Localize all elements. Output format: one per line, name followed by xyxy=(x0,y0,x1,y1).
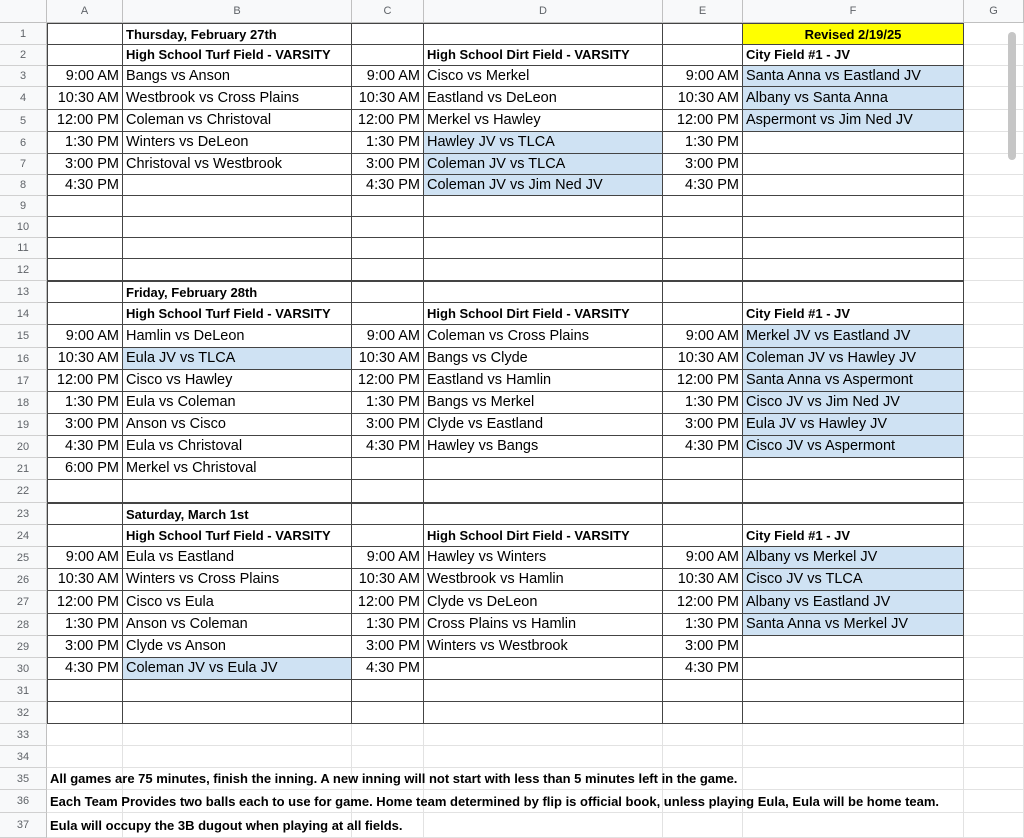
cell[interactable] xyxy=(743,702,964,724)
grid-cell[interactable] xyxy=(964,636,1024,658)
dirt-game[interactable]: Bangs vs Merkel xyxy=(424,392,663,414)
time-cell[interactable]: 3:00 PM xyxy=(352,636,424,658)
cell[interactable] xyxy=(424,217,663,238)
cell[interactable] xyxy=(663,281,743,303)
dirt-game[interactable]: Cisco vs Merkel xyxy=(424,66,663,87)
time-cell[interactable]: 3:00 PM xyxy=(663,154,743,175)
grid-cell[interactable] xyxy=(964,680,1024,702)
dirt-game[interactable]: Eastland vs Hamlin xyxy=(424,370,663,392)
cell[interactable] xyxy=(663,45,743,66)
dirt-game[interactable]: Winters vs Westbrook xyxy=(424,636,663,658)
grid-cell[interactable] xyxy=(743,768,964,790)
column-header-b[interactable]: B xyxy=(123,0,352,23)
time-cell[interactable]: 9:00 AM xyxy=(352,66,424,87)
turf-game[interactable]: Coleman JV vs Eula JV xyxy=(123,658,352,680)
row-header-27[interactable]: 27 xyxy=(0,591,47,614)
grid-cell[interactable] xyxy=(964,525,1024,547)
time-cell[interactable]: 9:00 AM xyxy=(352,547,424,569)
rule-note: Eula will occupy the 3B dugout when playing at all fields. xyxy=(50,818,403,833)
time-cell[interactable]: 12:00 PM xyxy=(352,591,424,614)
cell[interactable] xyxy=(352,259,424,281)
row-header-12[interactable]: 12 xyxy=(0,259,47,281)
row-header-5[interactable]: 5 xyxy=(0,110,47,132)
time-cell[interactable]: 12:00 PM xyxy=(663,370,743,392)
grid-cell[interactable] xyxy=(964,303,1024,325)
city-game[interactable]: Cisco JV vs Jim Ned JV xyxy=(743,392,964,414)
cell[interactable] xyxy=(663,480,743,503)
time-cell[interactable]: 3:00 PM xyxy=(47,154,123,175)
dirt-game[interactable]: Hawley vs Winters xyxy=(424,547,663,569)
grid-cell[interactable] xyxy=(964,768,1024,790)
cell[interactable] xyxy=(352,238,424,259)
turf-game[interactable]: Eula JV vs TLCA xyxy=(123,348,352,370)
turf-game[interactable]: Merkel vs Christoval xyxy=(123,458,352,480)
cell[interactable] xyxy=(424,259,663,281)
cell[interactable] xyxy=(352,458,424,480)
cell[interactable] xyxy=(123,680,352,702)
time-cell[interactable]: 4:30 PM xyxy=(47,658,123,680)
time-cell[interactable]: 12:00 PM xyxy=(47,591,123,614)
grid-cell[interactable] xyxy=(743,746,964,768)
row-header-22[interactable]: 22 xyxy=(0,480,47,503)
city-field-header[interactable]: City Field #1 - JV xyxy=(743,45,964,66)
row-header-4[interactable]: 4 xyxy=(0,87,47,110)
grid-cell[interactable] xyxy=(964,614,1024,636)
cell[interactable] xyxy=(743,217,964,238)
grid-cell[interactable] xyxy=(964,724,1024,746)
row-header-36[interactable]: 36 xyxy=(0,790,47,813)
cell[interactable] xyxy=(47,702,123,724)
column-header-e[interactable]: E xyxy=(663,0,743,23)
city-field-header[interactable]: City Field #1 - JV xyxy=(743,303,964,325)
time-cell[interactable]: 9:00 AM xyxy=(352,325,424,348)
rule-note: Each Team Provides two balls each to use for game. Home team determined by flip is official book, unless playing Eula, Eula will be home team. xyxy=(50,794,940,809)
cell[interactable] xyxy=(47,45,123,66)
time-cell[interactable]: 4:30 PM xyxy=(663,175,743,196)
time-cell[interactable]: 3:00 PM xyxy=(47,636,123,658)
cell[interactable] xyxy=(743,281,964,303)
vertical-scrollbar[interactable] xyxy=(1008,32,1016,160)
row-header-3[interactable]: 3 xyxy=(0,66,47,87)
cell[interactable] xyxy=(47,281,123,303)
grid-cell[interactable] xyxy=(424,813,663,838)
cell[interactable] xyxy=(743,680,964,702)
cell[interactable] xyxy=(424,480,663,503)
turf-game[interactable]: Cisco vs Eula xyxy=(123,591,352,614)
dirt-field-header[interactable]: High School Dirt Field - VARSITY xyxy=(424,303,663,325)
grid-cell[interactable] xyxy=(964,175,1024,196)
cell[interactable] xyxy=(743,503,964,525)
cell[interactable] xyxy=(352,281,424,303)
cell[interactable] xyxy=(352,303,424,325)
cell[interactable] xyxy=(352,196,424,217)
cell[interactable] xyxy=(424,503,663,525)
cell[interactable] xyxy=(663,259,743,281)
cell[interactable] xyxy=(663,217,743,238)
dirt-game[interactable]: Eastland vs DeLeon xyxy=(424,87,663,110)
grid-cell[interactable] xyxy=(964,436,1024,458)
dirt-game[interactable]: Cross Plains vs Hamlin xyxy=(424,614,663,636)
row-header-18[interactable]: 18 xyxy=(0,392,47,414)
cell[interactable] xyxy=(352,480,424,503)
time-cell[interactable]: 4:30 PM xyxy=(352,175,424,196)
row-header-25[interactable]: 25 xyxy=(0,547,47,569)
dirt-game[interactable]: Clyde vs DeLeon xyxy=(424,591,663,614)
time-cell[interactable]: 3:00 PM xyxy=(352,414,424,436)
time-cell[interactable]: 10:30 AM xyxy=(47,348,123,370)
cell[interactable] xyxy=(123,217,352,238)
row-header-34[interactable]: 34 xyxy=(0,746,47,768)
city-field-header[interactable]: City Field #1 - JV xyxy=(743,525,964,547)
cell[interactable] xyxy=(663,702,743,724)
row-header-14[interactable]: 14 xyxy=(0,303,47,325)
city-game[interactable]: Cisco JV vs TLCA xyxy=(743,569,964,591)
row-header-21[interactable]: 21 xyxy=(0,458,47,480)
row-header-32[interactable]: 32 xyxy=(0,702,47,724)
time-cell[interactable]: 4:30 PM xyxy=(47,175,123,196)
time-cell[interactable]: 10:30 AM xyxy=(663,348,743,370)
grid-cell[interactable] xyxy=(47,724,123,746)
turf-game[interactable]: Eula vs Coleman xyxy=(123,392,352,414)
cell[interactable] xyxy=(352,503,424,525)
grid-cell[interactable] xyxy=(964,813,1024,838)
turf-game[interactable]: Anson vs Cisco xyxy=(123,414,352,436)
grid-cell[interactable] xyxy=(743,813,964,838)
row-header-31[interactable]: 31 xyxy=(0,680,47,702)
cell[interactable] xyxy=(424,238,663,259)
grid-cell[interactable] xyxy=(964,196,1024,217)
cell[interactable] xyxy=(424,196,663,217)
city-game[interactable]: Albany vs Eastland JV xyxy=(743,591,964,614)
row-header-35[interactable]: 35 xyxy=(0,768,47,790)
turf-game[interactable]: Eula vs Christoval xyxy=(123,436,352,458)
dirt-field-header[interactable]: High School Dirt Field - VARSITY xyxy=(424,45,663,66)
grid-cell[interactable] xyxy=(964,790,1024,813)
cell[interactable] xyxy=(47,480,123,503)
time-cell[interactable]: 1:30 PM xyxy=(352,392,424,414)
row-header-8[interactable]: 8 xyxy=(0,175,47,196)
row-header-9[interactable]: 9 xyxy=(0,196,47,217)
grid-cell[interactable] xyxy=(663,724,743,746)
city-game[interactable]: Albany vs Santa Anna xyxy=(743,87,964,110)
cell[interactable] xyxy=(47,217,123,238)
column-header-d[interactable]: D xyxy=(424,0,663,23)
dirt-field-header[interactable]: High School Dirt Field - VARSITY xyxy=(424,525,663,547)
grid-cell[interactable] xyxy=(964,503,1024,525)
time-cell[interactable]: 4:30 PM xyxy=(663,658,743,680)
time-cell[interactable]: 1:30 PM xyxy=(663,392,743,414)
day-date-0[interactable]: Thursday, February 27th xyxy=(123,23,352,45)
cell[interactable] xyxy=(663,680,743,702)
row-header-1[interactable]: 1 xyxy=(0,23,47,45)
city-game[interactable]: Santa Anna vs Aspermont xyxy=(743,370,964,392)
city-game[interactable] xyxy=(743,154,964,175)
row-header-6[interactable]: 6 xyxy=(0,132,47,154)
grid-cell[interactable] xyxy=(424,724,663,746)
row-header-10[interactable]: 10 xyxy=(0,217,47,238)
time-cell[interactable]: 10:30 AM xyxy=(352,87,424,110)
time-cell[interactable]: 12:00 PM xyxy=(352,110,424,132)
turf-game[interactable]: Anson vs Coleman xyxy=(123,614,352,636)
turf-field-header[interactable]: High School Turf Field - VARSITY xyxy=(123,303,352,325)
city-game[interactable]: Cisco JV vs Aspermont xyxy=(743,436,964,458)
cell[interactable] xyxy=(47,503,123,525)
time-cell[interactable]: 9:00 AM xyxy=(47,547,123,569)
dirt-game[interactable]: Merkel vs Hawley xyxy=(424,110,663,132)
row-header-7[interactable]: 7 xyxy=(0,154,47,175)
time-cell[interactable]: 10:30 AM xyxy=(352,569,424,591)
dirt-game[interactable]: Bangs vs Clyde xyxy=(424,348,663,370)
grid-cell[interactable] xyxy=(964,348,1024,370)
time-cell[interactable]: 1:30 PM xyxy=(47,132,123,154)
dirt-game[interactable]: Coleman vs Cross Plains xyxy=(424,325,663,348)
time-cell[interactable]: 12:00 PM xyxy=(352,370,424,392)
cell[interactable] xyxy=(123,259,352,281)
grid-cell[interactable] xyxy=(964,547,1024,569)
time-cell[interactable]: 3:00 PM xyxy=(352,154,424,175)
grid-cell[interactable] xyxy=(964,458,1024,480)
time-cell[interactable]: 4:30 PM xyxy=(47,436,123,458)
grid-cell[interactable] xyxy=(964,702,1024,724)
time-cell[interactable]: 1:30 PM xyxy=(663,132,743,154)
cell[interactable] xyxy=(743,259,964,281)
grid-cell[interactable] xyxy=(424,746,663,768)
time-cell[interactable]: 6:00 PM xyxy=(47,458,123,480)
column-header-c[interactable]: C xyxy=(352,0,424,23)
time-cell[interactable]: 3:00 PM xyxy=(47,414,123,436)
cell[interactable] xyxy=(424,23,663,45)
dirt-game[interactable]: Coleman JV vs TLCA xyxy=(424,154,663,175)
row-header-29[interactable]: 29 xyxy=(0,636,47,658)
row-header-26[interactable]: 26 xyxy=(0,569,47,591)
dirt-game[interactable]: Hawley vs Bangs xyxy=(424,436,663,458)
cell[interactable] xyxy=(47,196,123,217)
grid-cell[interactable] xyxy=(964,658,1024,680)
row-header-37[interactable]: 37 xyxy=(0,813,47,838)
city-game[interactable]: Santa Anna vs Merkel JV xyxy=(743,614,964,636)
time-cell[interactable]: 9:00 AM xyxy=(47,66,123,87)
turf-game[interactable] xyxy=(123,175,352,196)
time-cell[interactable]: 4:30 PM xyxy=(663,436,743,458)
cell[interactable] xyxy=(123,238,352,259)
city-game[interactable]: Aspermont vs Jim Ned JV xyxy=(743,110,964,132)
turf-game[interactable]: Westbrook vs Cross Plains xyxy=(123,87,352,110)
time-cell[interactable]: 4:30 PM xyxy=(352,658,424,680)
time-cell[interactable]: 12:00 PM xyxy=(47,110,123,132)
grid-cell[interactable] xyxy=(964,480,1024,503)
row-header-20[interactable]: 20 xyxy=(0,436,47,458)
row-header-19[interactable]: 19 xyxy=(0,414,47,436)
city-game[interactable] xyxy=(743,132,964,154)
cell[interactable] xyxy=(663,238,743,259)
city-game[interactable]: Santa Anna vs Eastland JV xyxy=(743,66,964,87)
select-all-corner[interactable] xyxy=(0,0,47,23)
grid-cell[interactable] xyxy=(964,591,1024,614)
cell[interactable] xyxy=(352,680,424,702)
rule-note: All games are 75 minutes, finish the inning. A new inning will not start with less than 5 minutes left in the game. xyxy=(50,771,738,786)
time-cell[interactable]: 10:30 AM xyxy=(47,569,123,591)
time-cell[interactable]: 12:00 PM xyxy=(663,110,743,132)
time-cell[interactable]: 3:00 PM xyxy=(663,636,743,658)
time-cell[interactable]: 10:30 AM xyxy=(47,87,123,110)
turf-game[interactable]: Coleman vs Christoval xyxy=(123,110,352,132)
time-cell[interactable]: 1:30 PM xyxy=(663,614,743,636)
grid-cell[interactable] xyxy=(663,746,743,768)
grid-cell[interactable] xyxy=(743,724,964,746)
row-header-11[interactable]: 11 xyxy=(0,238,47,259)
cell[interactable] xyxy=(743,458,964,480)
cell[interactable] xyxy=(352,217,424,238)
turf-game[interactable]: Eula vs Eastland xyxy=(123,547,352,569)
grid-cell[interactable] xyxy=(123,724,352,746)
time-cell[interactable]: 9:00 AM xyxy=(663,325,743,348)
column-header-f[interactable]: F xyxy=(743,0,964,23)
grid-cell[interactable] xyxy=(964,746,1024,768)
time-cell[interactable]: 12:00 PM xyxy=(663,591,743,614)
cell[interactable] xyxy=(352,45,424,66)
time-cell[interactable]: 9:00 AM xyxy=(47,325,123,348)
city-game[interactable]: Albany vs Merkel JV xyxy=(743,547,964,569)
time-cell[interactable]: 3:00 PM xyxy=(663,414,743,436)
time-cell[interactable]: 1:30 PM xyxy=(47,614,123,636)
turf-field-header[interactable]: High School Turf Field - VARSITY xyxy=(123,45,352,66)
row-header-24[interactable]: 24 xyxy=(0,525,47,547)
cell[interactable] xyxy=(424,680,663,702)
time-cell[interactable]: 1:30 PM xyxy=(47,392,123,414)
cell[interactable] xyxy=(663,525,743,547)
cell[interactable] xyxy=(47,525,123,547)
row-header-23[interactable]: 23 xyxy=(0,503,47,525)
city-game[interactable]: Coleman JV vs Hawley JV xyxy=(743,348,964,370)
turf-game[interactable]: Winters vs DeLeon xyxy=(123,132,352,154)
cell[interactable] xyxy=(743,196,964,217)
time-cell[interactable]: 10:30 AM xyxy=(352,348,424,370)
cell[interactable] xyxy=(352,23,424,45)
cell[interactable] xyxy=(663,303,743,325)
grid-cell[interactable] xyxy=(123,746,352,768)
city-game[interactable] xyxy=(743,175,964,196)
turf-field-header[interactable]: High School Turf Field - VARSITY xyxy=(123,525,352,547)
grid-cell[interactable] xyxy=(47,746,123,768)
cell[interactable] xyxy=(743,238,964,259)
time-cell[interactable]: 4:30 PM xyxy=(352,436,424,458)
cell[interactable] xyxy=(123,480,352,503)
city-game[interactable]: Eula JV vs Hawley JV xyxy=(743,414,964,436)
turf-game[interactable]: Cisco vs Hawley xyxy=(123,370,352,392)
turf-game[interactable]: Christoval vs Westbrook xyxy=(123,154,352,175)
grid-cell[interactable] xyxy=(964,217,1024,238)
grid-cell[interactable] xyxy=(964,370,1024,392)
turf-game[interactable]: Bangs vs Anson xyxy=(123,66,352,87)
turf-game[interactable]: Hamlin vs DeLeon xyxy=(123,325,352,348)
row-header-15[interactable]: 15 xyxy=(0,325,47,348)
cell[interactable] xyxy=(424,702,663,724)
cell[interactable] xyxy=(424,458,663,480)
grid-cell[interactable] xyxy=(964,325,1024,348)
time-cell[interactable]: 12:00 PM xyxy=(47,370,123,392)
cell[interactable] xyxy=(352,525,424,547)
day-date-2[interactable]: Saturday, March 1st xyxy=(123,503,352,525)
column-header-g[interactable]: G xyxy=(964,0,1024,23)
cell[interactable] xyxy=(47,23,123,45)
grid-cell[interactable] xyxy=(964,569,1024,591)
cell[interactable] xyxy=(47,238,123,259)
turf-game[interactable]: Clyde vs Anson xyxy=(123,636,352,658)
column-header-a[interactable]: A xyxy=(47,0,123,23)
grid-cell[interactable] xyxy=(352,746,424,768)
cell[interactable] xyxy=(352,702,424,724)
row-header-2[interactable]: 2 xyxy=(0,45,47,66)
cell[interactable] xyxy=(663,458,743,480)
row-header-28[interactable]: 28 xyxy=(0,614,47,636)
cell[interactable] xyxy=(47,680,123,702)
row-header-13[interactable]: 13 xyxy=(0,281,47,303)
row-header-33[interactable]: 33 xyxy=(0,724,47,746)
turf-game[interactable]: Winters vs Cross Plains xyxy=(123,569,352,591)
grid-cell[interactable] xyxy=(964,238,1024,259)
cell[interactable] xyxy=(663,196,743,217)
row-header-30[interactable]: 30 xyxy=(0,658,47,680)
cell[interactable] xyxy=(663,503,743,525)
cell[interactable] xyxy=(47,303,123,325)
cell[interactable] xyxy=(663,23,743,45)
time-cell[interactable]: 1:30 PM xyxy=(352,132,424,154)
cell[interactable] xyxy=(743,480,964,503)
time-cell[interactable]: 9:00 AM xyxy=(663,66,743,87)
cell[interactable] xyxy=(424,281,663,303)
grid-cell[interactable] xyxy=(964,414,1024,436)
row-header-17[interactable]: 17 xyxy=(0,370,47,392)
grid-cell[interactable] xyxy=(352,724,424,746)
time-cell[interactable]: 1:30 PM xyxy=(352,614,424,636)
day-date-1[interactable]: Friday, February 28th xyxy=(123,281,352,303)
grid-cell[interactable] xyxy=(964,281,1024,303)
grid-cell[interactable] xyxy=(964,259,1024,281)
city-game[interactable] xyxy=(743,658,964,680)
grid-cell[interactable] xyxy=(964,392,1024,414)
row-header-16[interactable]: 16 xyxy=(0,348,47,370)
city-game[interactable]: Merkel JV vs Eastland JV xyxy=(743,325,964,348)
cell[interactable] xyxy=(123,702,352,724)
dirt-game[interactable]: Westbrook vs Hamlin xyxy=(424,569,663,591)
dirt-game[interactable] xyxy=(424,658,663,680)
cell[interactable] xyxy=(123,196,352,217)
cell[interactable] xyxy=(47,259,123,281)
grid-cell[interactable] xyxy=(663,813,743,838)
time-cell[interactable]: 10:30 AM xyxy=(663,87,743,110)
city-game[interactable] xyxy=(743,636,964,658)
dirt-game[interactable]: Hawley JV vs TLCA xyxy=(424,132,663,154)
time-cell[interactable]: 10:30 AM xyxy=(663,569,743,591)
revised-date-badge[interactable]: Revised 2/19/25 xyxy=(743,23,964,45)
dirt-game[interactable]: Coleman JV vs Jim Ned JV xyxy=(424,175,663,196)
dirt-game[interactable]: Clyde vs Eastland xyxy=(424,414,663,436)
time-cell[interactable]: 9:00 AM xyxy=(663,547,743,569)
